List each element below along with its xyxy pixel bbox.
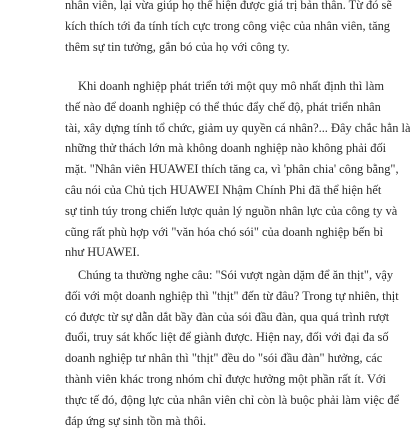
text-line: Khi doanh nghiệp phát triển tới một quy mô nhất định thì làm (78, 79, 384, 93)
text-line: thêm sự tin tưởng, gắn bó của họ với công ty. (65, 39, 290, 54)
paragraph-wolf (65, 265, 400, 431)
paragraph-growth (65, 76, 410, 263)
text-line: câu nói của Chủ tịch HUAWEI Nhậm Chính Phi đã thể hiện hết (65, 182, 382, 197)
paragraph-continued (65, 0, 392, 57)
text-line: thành viên khác trong nhóm chỉ được hưởng một phần rất ít. Với (65, 371, 386, 386)
text-line: đuổi, truy sát khốc liệt để giành được. Hiện nay, đối với đại đa số (65, 330, 389, 345)
text-line: kích thích tới đa tính tích cực trong công việc của nhân viên, tăng (65, 18, 390, 33)
text-line: như HUAWEI. (65, 245, 140, 260)
text-line: mặt. "Nhân viên HUAWEI thích tăng ca, vì 'phân chia' công bằng", (65, 162, 399, 177)
text-line: có được từ sự dẫn dắt bầy đàn của sói đầu đàn, qua quá trình rượt (65, 309, 390, 324)
text-line: doanh nghiệp tư nhân thì "thịt" đều do "sói đầu đàn" hưởng, các (65, 351, 383, 366)
text-line: thực tế đó, động lực của nhân viên chỉ còn là buộc phải làm việc để (65, 392, 400, 407)
text-line: Chúng ta thường nghe câu: "Sói vượt ngàn dặm để ăn thịt", vậy (78, 268, 394, 282)
text-line: nhân viên, lại vừa giúp họ thể hiện được giá trị bản thân. Từ đó sẽ (65, 0, 392, 12)
text-line: đáp ứng sự sinh tồn mà thôi. (65, 413, 207, 428)
text-line: tài, xây dựng tính tổ chức, giảm uy quyền cá nhân?... Đây chắc hẳn là (65, 120, 410, 135)
text-line: đối với một doanh nghiệp thì "thịt" đến từ đâu? Trong tự nhiên, thịt (65, 288, 399, 303)
text-line: thế nào để doanh nghiệp có thể thúc đẩy chế độ, phát triển nhân (65, 99, 381, 114)
text-line: những thử thách lớn mà không doanh nghiệp nào không phải đối (65, 141, 387, 156)
text-line: sự tinh túy trong chiến lược quản lý nguồn nhân lực của công ty và (65, 203, 398, 218)
text-line: cũng rất phù hợp với "văn hóa chó sói" của doanh nghiệp bến bỉ (65, 224, 384, 239)
